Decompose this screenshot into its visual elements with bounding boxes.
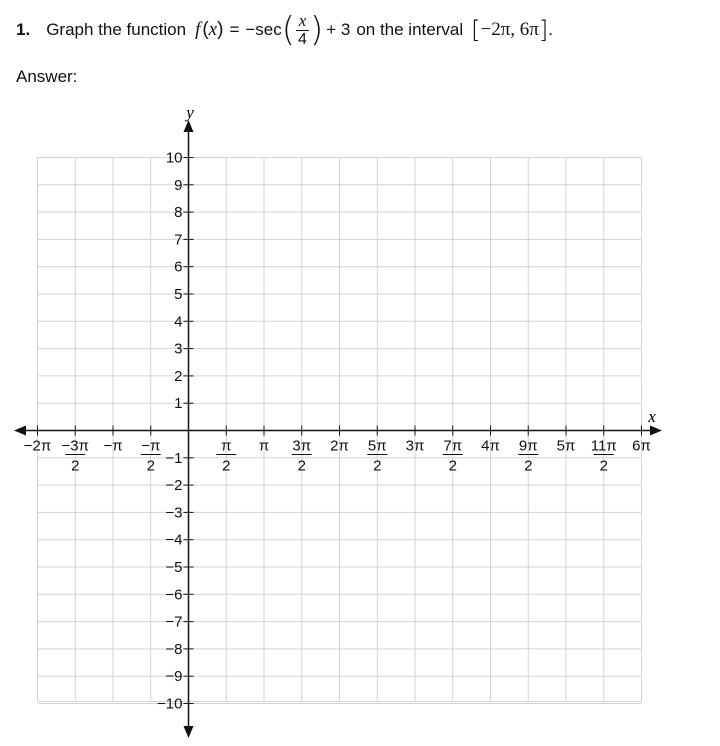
x-tick-denominator: 2: [71, 457, 80, 475]
interval-phrase: on the interval: [356, 20, 464, 39]
question-text: [16, 10, 553, 50]
x-tick-numerator: 9π: [518, 437, 538, 455]
y-tick-label: 1: [174, 395, 183, 413]
plus-three: + 3: [326, 20, 351, 39]
y-tick-label: 3: [174, 340, 183, 358]
x-tick-label: π: [258, 437, 270, 455]
y-tick-label: 8: [174, 204, 183, 222]
y-tick-label: 5: [174, 286, 183, 303]
interval-left-bracket: [: [471, 16, 481, 44]
question-period: .: [548, 20, 553, 39]
x-tick-denominator: 2: [146, 457, 155, 475]
equals-sign: =: [229, 20, 240, 39]
y-tick-label: −3: [165, 504, 183, 522]
x-tick-denominator: 2: [222, 457, 231, 475]
y-axis-down-arrow-icon: [184, 726, 194, 738]
x-axis-left-arrow-icon: [14, 426, 26, 436]
y-tick-label: −6: [165, 586, 183, 604]
answer-label: Answer:: [16, 67, 78, 86]
y-tick-label: 10: [165, 149, 183, 167]
y-tick-label: −1: [165, 449, 183, 467]
y-tick-label: 4: [174, 313, 183, 331]
x-tick-label: 3π: [405, 437, 425, 455]
x-tick-group: [24, 426, 651, 475]
x-tick-denominator: 2: [599, 457, 608, 475]
big-right-paren: ): [309, 10, 324, 50]
x-tick-numerator: −3π: [61, 437, 89, 455]
y-tick-label: −9: [165, 668, 183, 686]
y-tick-label: 6: [174, 258, 183, 276]
y-axis-label: y: [186, 103, 194, 122]
x-tick-label: 5π: [556, 437, 576, 455]
y-tick-label: −4: [165, 531, 183, 549]
y-tick-label: −8: [165, 640, 183, 658]
x-tick-label: −2π: [23, 437, 52, 455]
x-tick-denominator: 2: [448, 457, 457, 475]
function-variable: x: [208, 19, 218, 40]
x-axis-label: x: [648, 407, 656, 426]
x-tick-numerator: 7π: [443, 437, 463, 455]
negative-secant: −sec: [245, 20, 282, 39]
y-tick-label: −2: [165, 477, 183, 495]
interval-values: −2π, 6π: [480, 19, 539, 40]
x-tick-numerator: π: [221, 437, 232, 455]
interval-right-bracket: ]: [538, 16, 549, 44]
x-over-4-fraction: [296, 12, 309, 49]
close-paren: ): [217, 19, 224, 40]
x-tick-label: 6π: [632, 437, 651, 455]
x-tick-denominator: 2: [524, 457, 533, 475]
x-tick-denominator: 2: [297, 457, 306, 475]
open-paren: (: [202, 19, 209, 40]
big-left-paren: (: [281, 10, 296, 50]
x-tick-label: 4π: [481, 437, 500, 455]
x-tick-label: 2π: [330, 437, 349, 455]
question-prefix: Graph the function: [46, 20, 187, 39]
question-number: 1.: [16, 20, 31, 39]
x-tick-numerator: 3π: [292, 437, 312, 455]
axes: [14, 120, 662, 738]
y-tick-label: −10: [157, 695, 183, 713]
y-tick-label: −5: [165, 559, 183, 576]
fraction-numerator: x: [298, 10, 307, 30]
coordinate-grid[interactable]: [0, 96, 720, 746]
x-tick-label: −π: [103, 437, 123, 455]
x-tick-denominator: 2: [373, 457, 382, 475]
x-tick-numerator: −π: [141, 437, 161, 455]
fraction-denominator: 4: [298, 30, 307, 48]
x-tick-numerator: 11π: [590, 437, 617, 455]
y-tick-label: 9: [174, 176, 183, 194]
y-tick-label: 2: [174, 367, 183, 385]
function-name: f: [195, 19, 201, 40]
x-axis-right-arrow-icon: [650, 426, 662, 436]
y-tick-label: −7: [165, 613, 183, 631]
x-tick-numerator: 5π: [367, 437, 387, 455]
y-tick-label: 7: [174, 231, 183, 249]
